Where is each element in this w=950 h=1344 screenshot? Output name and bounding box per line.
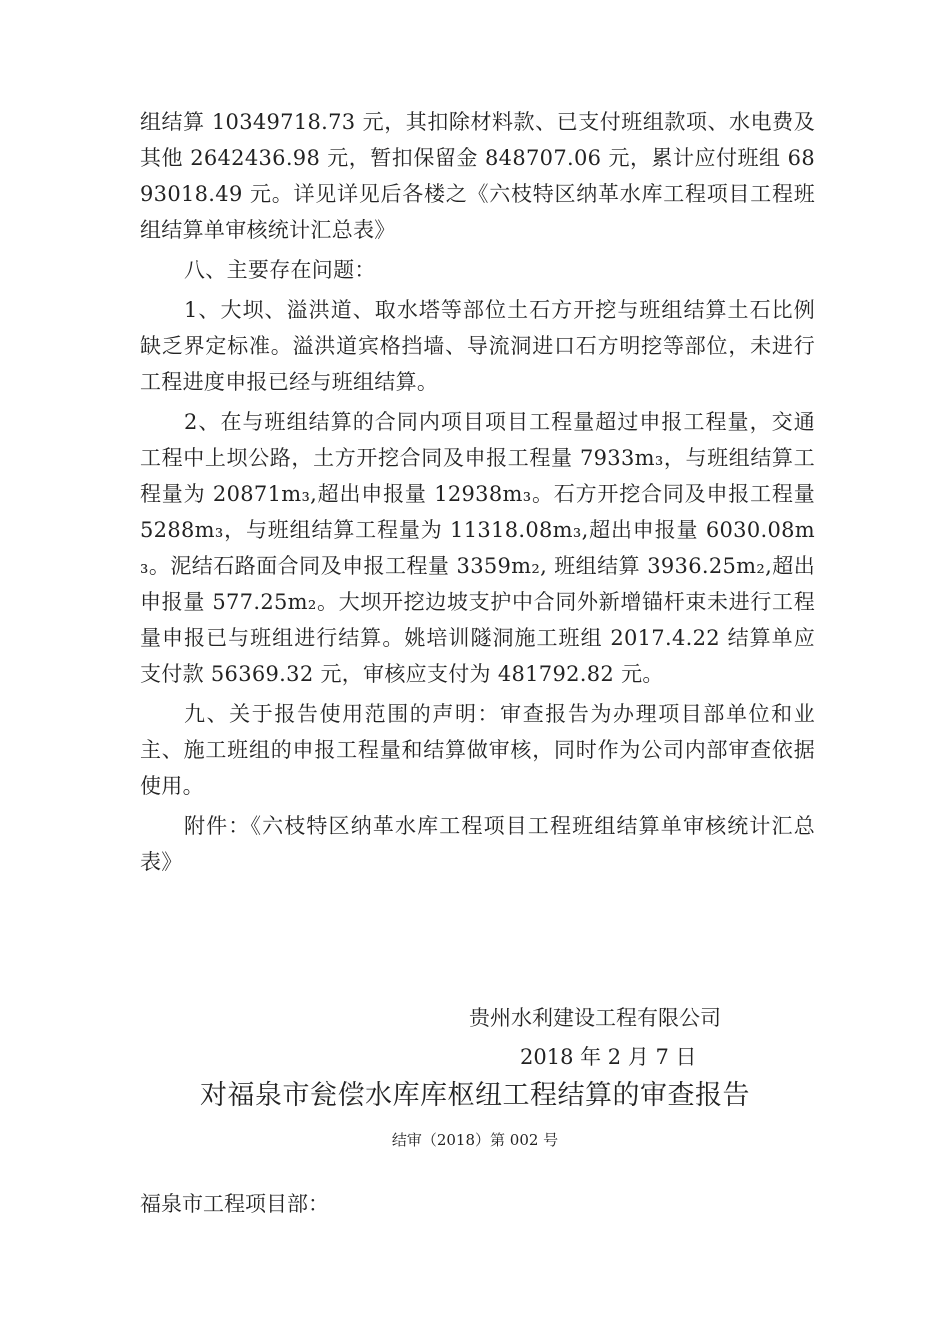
report-title: 对福泉市瓮偿水库库枢纽工程结算的审查报告 [200, 1080, 750, 1111]
report-date: 2018 年 2 月 7 日 [520, 1045, 697, 1069]
company-name: 贵州水利建设工程有限公司 [469, 1006, 721, 1030]
paragraph-settlement-summary: 组结算 10349718.73 元，其扣除材料款、已支付班组款项、水电费及其他 2642436.98 元，暂扣保留金 848707.06 元，累计应付班组 6893018.49 元。详见详见后各楼之《六枝特区纳革水库工程项目工程班组结算单审核统计汇总表》 [140, 110, 815, 242]
document-number: 结审（2018）第 002 号 [391, 1131, 559, 1149]
addressee: 福泉市工程项目部： [140, 1192, 329, 1216]
paragraph-issue-1: 1、大坝、溢洪道、取水塔等部位土石方开挖与班组结算土石比例缺乏界定标准。溢洪道宾格挡墙、导流洞进口石方明挖等部位，未进行工程进度申报已经与班组结算。 [140, 298, 815, 394]
paragraph-attachment: 附件：《六枝特区纳革水库工程项目工程班组结算单审核统计汇总表》 [140, 814, 815, 874]
section-heading-issues: 八、主要存在问题： [184, 258, 376, 282]
report-body [140, 104, 815, 884]
paragraph-issue-2: 2、在与班组结算的合同内项目项目工程量超过申报工程量，交通工程中上坝公路，土方开挖合同及申报工程量 7933m₃，与班组结算工程量为 20871m₃,超出申报量 12938m₃。石方开挖合同及申报工程量 5288m₃，与班组结算工程量为 11318.08m₃,超出申报量 6030.08m₃。泥结石路面合同及申报工程量 3359m₂, 班组结算 3936.25m₂,超出申报量 577.25m₂。大坝开挖边坡支护中合同外新增锚杆束未进行工程量申报已与班组进行结算。姚培训隧洞施工班组 2017.4.22 结算单应支付款 56369.32 元，审核应支付为 481792.82 元。 [140, 410, 815, 686]
paragraph-usage-statement: 九、关于报告使用范围的声明：审查报告为办理项目部单位和业主、施工班组的申报工程量和结算做审核，同时作为公司内部审查依据使用。 [140, 702, 815, 798]
